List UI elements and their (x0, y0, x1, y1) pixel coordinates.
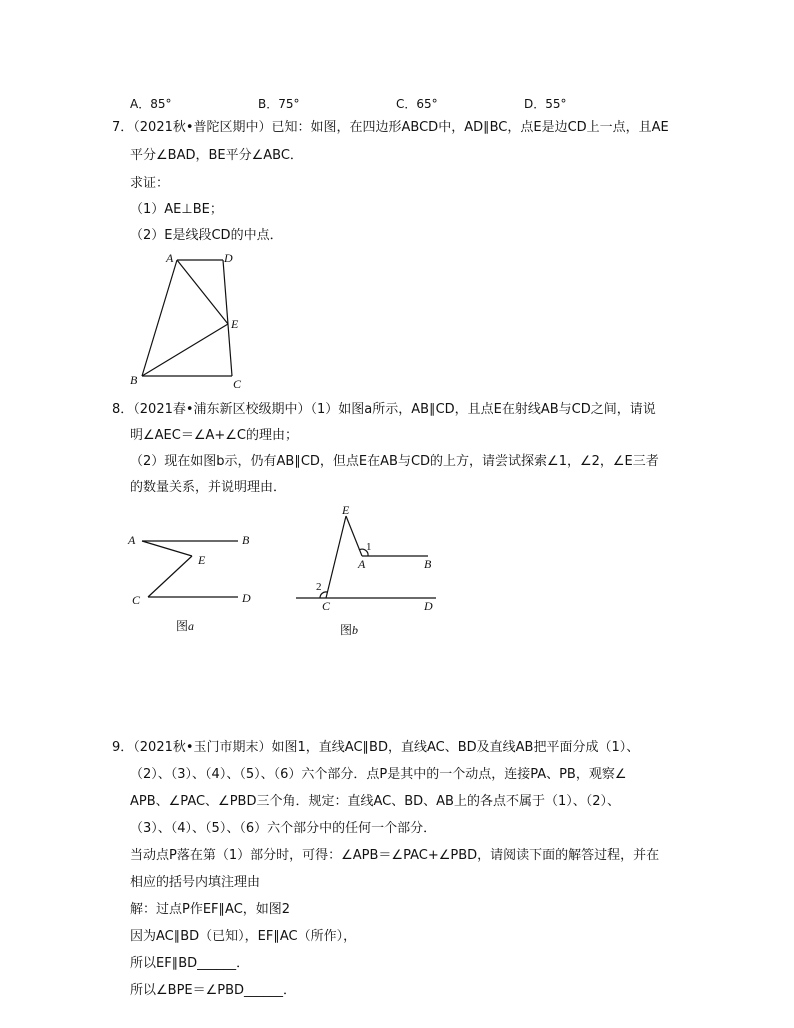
label-c: C (233, 377, 242, 391)
label-b: B (424, 557, 432, 571)
q7-prove-label: 求证： (130, 176, 170, 191)
label-e: E (198, 553, 206, 567)
q8-figure-b-caption: 图b (340, 623, 359, 637)
label-c: C (322, 599, 331, 613)
q9-stem-line4: （3）、（4）、（5）、（6）六个部分中的任何一个部分． (130, 821, 437, 836)
option-d: D．55° (524, 97, 567, 111)
label-d: D (224, 251, 233, 265)
label-d: D (424, 599, 433, 613)
label-c: C (132, 593, 141, 607)
q9-solution-line2: 因为AC∥BD（已知），EF∥AC（所作）， (130, 929, 357, 944)
q9-solution-line4: 所以∠BPE＝∠PBD______． (130, 983, 297, 998)
q7-stem-line2: 平分∠BAD，BE平分∠ABC． (130, 148, 303, 163)
q7-quadrilateral-figure (120, 248, 260, 394)
q7-part2: （2）E是线段CD的中点． (130, 228, 283, 243)
q9-stem-line1: 9．（2021秋•玉门市期末）如图1，直线AC∥BD，直线AC、BD及直线AB把平面分成（1）、 (112, 740, 640, 755)
segment-ec (148, 556, 192, 597)
label-e: E (342, 503, 350, 517)
label-e: E (231, 317, 239, 331)
label-angle-1: 1 (366, 541, 372, 553)
label-a: A (166, 251, 174, 265)
q9-solution-line1: 解：过点P作EF∥AC，如图2 (130, 902, 291, 917)
q9-solution-line3: 所以EF∥BD______． (130, 956, 250, 971)
q7-stem-line1: 7．（2021秋•普陀区期中）已知：如图，在四边形ABCD中，AD∥BC，点E是边CD上一点，且AE (112, 120, 669, 135)
q9-stem-line3: APB、∠PAC、∠PBD三个角．规定：直线AC、BD、AB上的各点不属于（1）、（2）、 (130, 794, 621, 809)
label-b: B (130, 373, 138, 387)
label-a: A (128, 533, 136, 547)
q8-figure-b (290, 500, 450, 620)
label-b: B (242, 533, 250, 547)
q9-stem-line5: 当动点P落在第（1）部分时，可得：∠APB＝∠PAC+∠PBD，请阅读下面的解答过程，并在 (130, 848, 660, 863)
q8-figure-a-caption: 图a (176, 619, 195, 633)
q9-stem-line2: （2）、（3）、（4）、（5）、（6）六个部分．点P是其中的一个动点，连接PA、PB，观察∠ (130, 767, 627, 782)
q8-stem-line2: 明∠AEC＝∠A+∠C的理由； (130, 428, 299, 443)
label-d: D (242, 591, 251, 605)
option-a: A．85° (130, 97, 172, 111)
label-a: A (358, 557, 366, 571)
segment-ec (326, 516, 346, 598)
q8-stem-line1: 8．（2021春•浦东新区校级期中）（1）如图a所示，AB∥CD，且点E在射线AB与CD之间，请说 (112, 402, 656, 417)
q8-stem-line4: 的数量关系，并说明理由． (130, 480, 287, 495)
q8-stem-line3: （2）现在如图b示，仍有AB∥CD，但点E在AB与CD的上方，请尝试探索∠1，∠2，∠E三者 (130, 454, 659, 469)
segment-ae (142, 541, 192, 556)
option-c: C．65° (396, 97, 438, 111)
label-angle-2: 2 (316, 581, 322, 593)
segment-ae (177, 260, 228, 324)
q7-part1: （1）AE⊥BE； (130, 202, 223, 217)
q9-stem-line6: 相应的括号内填注理由 (130, 875, 261, 890)
q8-figure-a (120, 526, 270, 610)
option-b: B．75° (258, 97, 300, 111)
